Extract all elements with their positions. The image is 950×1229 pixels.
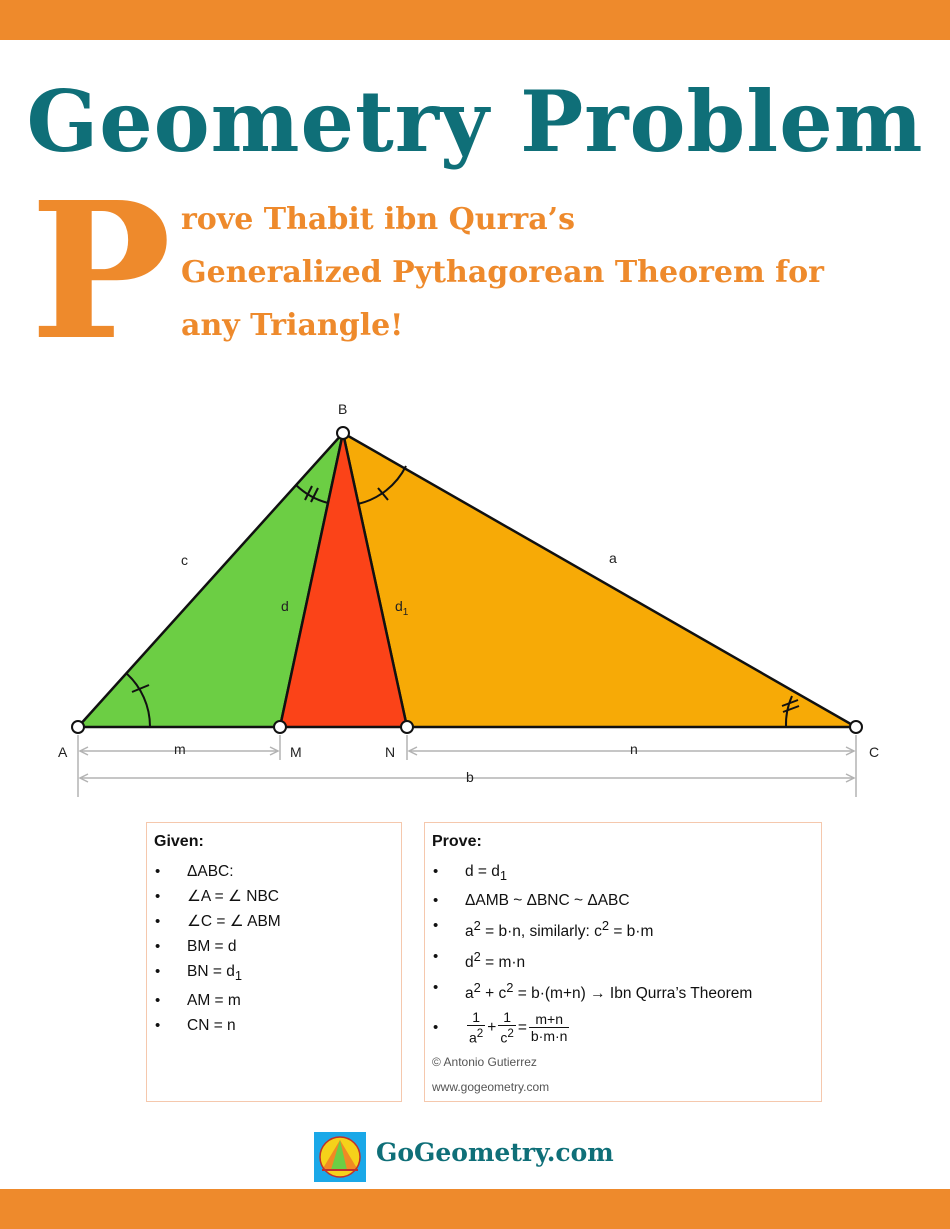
- given-item: • BN = $d_1$: [147, 959, 281, 988]
- given-item: • AM = m: [147, 988, 281, 1013]
- given-item: • BM = d: [147, 934, 281, 959]
- prove-list: [425, 859, 752, 1049]
- vertex-n: [401, 721, 413, 733]
- given-list: [147, 859, 281, 1038]
- fraction-one-over-a2: • $\frac{1}{a^2}$: [469, 1009, 484, 1046]
- prove-heading: Prove:: [432, 833, 482, 850]
- prove-item: • $d^2 = m\cdot n$: [425, 944, 752, 975]
- dimension-lines: [78, 735, 856, 797]
- footer-logo-text[interactable]: GoGeometry.com: [376, 1138, 614, 1167]
- label-side-a: a: [609, 550, 617, 566]
- prove-item: • $a^2 = b\cdot n$, similarly: $c^2 = b\cdot m$: [425, 913, 752, 944]
- fraction-mn-over-bmn: $\frac{m+n}{b\cdot m\cdot n}$: [530, 1010, 568, 1044]
- given-item: • ∠A = ∠ NBC: [147, 884, 281, 909]
- triangle-diagram: [0, 390, 950, 810]
- credit-site[interactable]: www.gogeometry.com: [432, 1080, 550, 1094]
- label-m: M: [290, 744, 302, 760]
- given-box: [146, 822, 402, 1102]
- label-n: N: [385, 744, 396, 760]
- subtitle-line-1: rove Thabit ibn Qurra’s: [181, 202, 575, 237]
- page-title: Geometry Problem: [26, 72, 924, 171]
- prove-item: • $a^2 + c^2 = b\cdot(m+n)$ → Ibn Qurra’s Theorem: [425, 975, 752, 1006]
- prove-formula-item: • $\frac{1}{a^2}$ + $\frac{1}{c^2}$ = $\frac{m+n}{b\cdot m\cdot n}$: [425, 1007, 752, 1049]
- subtitle: [181, 193, 921, 352]
- subtitle-line-3: any Triangle!: [181, 308, 404, 343]
- label-dim-n: n: [630, 741, 638, 757]
- label-b: B: [338, 401, 348, 417]
- prove-item: • ΔAMB ~ ΔBNC ~ ΔABC: [425, 888, 752, 913]
- dropcap-letter: P: [30, 161, 172, 382]
- label-a: A: [58, 744, 68, 760]
- vertex-m: [274, 721, 286, 733]
- given-item: • ∠C = ∠ ABM: [147, 909, 281, 934]
- given-heading: Given:: [154, 833, 204, 850]
- subtitle-line-2: Generalized Pythagorean Theorem for: [181, 255, 824, 290]
- vertex-b: [337, 427, 349, 439]
- label-side-d1: $d_1$: [395, 598, 409, 618]
- label-side-c: c: [181, 552, 188, 568]
- label-side-d: d: [281, 598, 289, 614]
- vertex-c: [850, 721, 862, 733]
- gogeometry-logo-icon: [314, 1132, 366, 1182]
- bottom-band: [0, 1189, 950, 1229]
- given-item: • ΔABC:: [147, 859, 281, 884]
- top-band: [0, 0, 950, 40]
- prove-box: [424, 822, 822, 1102]
- vertex-a: [72, 721, 84, 733]
- given-item: • CN = n: [147, 1013, 281, 1038]
- fraction-one-over-c2: $\frac{1}{c^2}$: [500, 1009, 514, 1046]
- label-dim-m: m: [174, 741, 186, 757]
- triangle-bnc: [343, 433, 856, 727]
- label-c: C: [869, 744, 880, 760]
- label-dim-b: b: [466, 769, 474, 785]
- credit-author: © Antonio Gutierrez: [432, 1055, 537, 1069]
- prove-item: • $d = d_1$: [425, 859, 752, 888]
